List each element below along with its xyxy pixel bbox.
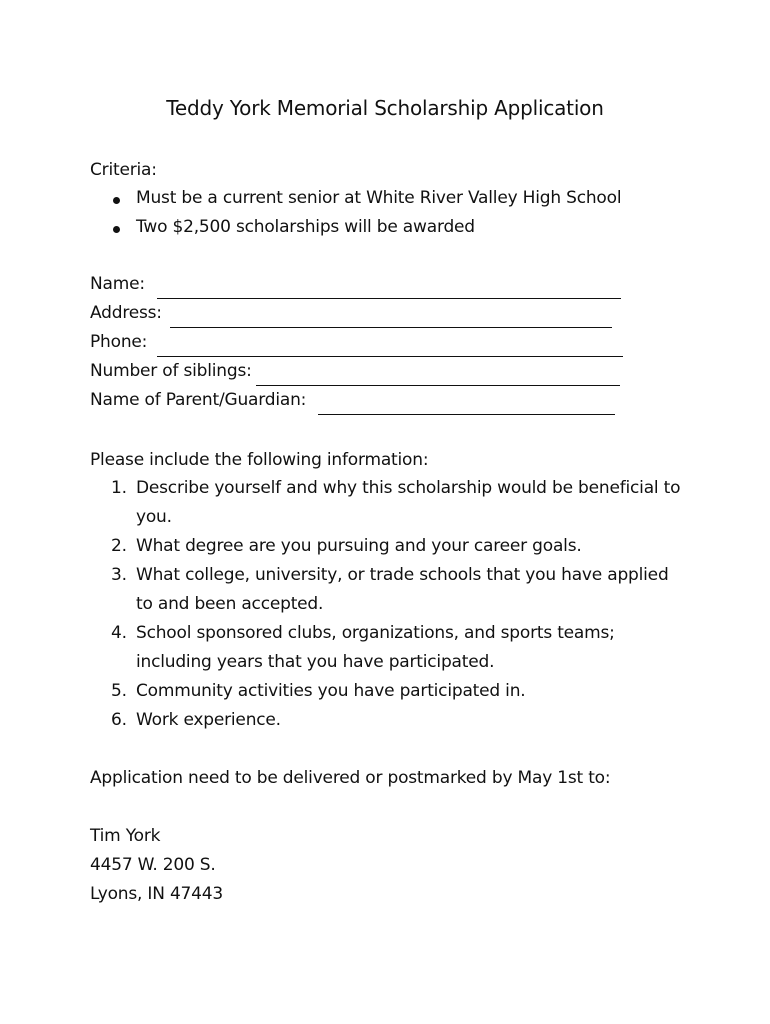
item-text: Describe yourself and why this scholarship would be beneficial to you. bbox=[136, 478, 681, 527]
item-number: 6. bbox=[111, 710, 127, 730]
item-text: Work experience. bbox=[136, 710, 281, 730]
item-text: Community activities you have participated in. bbox=[136, 681, 526, 701]
name-label: Name: bbox=[90, 274, 145, 294]
item-text: School sponsored clubs, organizations, and sports teams; including years that you have participated. bbox=[136, 623, 615, 672]
guardian-line[interactable] bbox=[318, 392, 615, 415]
applicant-fields bbox=[90, 270, 623, 415]
bullet-icon bbox=[113, 197, 120, 204]
bullet-icon bbox=[113, 226, 120, 233]
criteria-item-text: Two $2,500 scholarships will be awarded bbox=[136, 217, 475, 237]
siblings-label: Number of siblings: bbox=[90, 361, 252, 381]
item-text: What college, university, or trade schools that you have applied to and been accepted. bbox=[136, 565, 669, 614]
guardian-label: Name of Parent/Guardian: bbox=[90, 390, 307, 410]
information-item bbox=[90, 532, 690, 561]
information-item bbox=[90, 619, 690, 677]
delivery-instructions: Application need to be delivered or postmarked by May 1st to: bbox=[90, 768, 611, 788]
information-list bbox=[90, 474, 690, 735]
criteria-list bbox=[90, 184, 621, 242]
information-item bbox=[90, 706, 690, 735]
recipient-street: 4457 W. 200 S. bbox=[90, 855, 216, 875]
information-item bbox=[90, 561, 690, 619]
information-item bbox=[90, 677, 690, 706]
information-item bbox=[90, 474, 690, 532]
address-line[interactable] bbox=[170, 305, 612, 328]
item-number: 4. bbox=[111, 623, 127, 643]
phone-label: Phone: bbox=[90, 332, 148, 352]
address-label: Address: bbox=[90, 303, 162, 323]
item-number: 2. bbox=[111, 536, 127, 556]
item-number: 1. bbox=[111, 478, 127, 498]
siblings-field[interactable] bbox=[90, 357, 623, 386]
name-line[interactable] bbox=[157, 276, 621, 299]
criteria-item-text: Must be a current senior at White River Valley High School bbox=[136, 188, 622, 208]
guardian-field[interactable] bbox=[90, 386, 623, 415]
recipient-city: Lyons, IN 47443 bbox=[90, 884, 224, 904]
item-number: 3. bbox=[111, 565, 127, 585]
phone-field[interactable] bbox=[90, 328, 623, 357]
address-field[interactable] bbox=[90, 299, 623, 328]
information-label: Please include the following information: bbox=[90, 450, 429, 470]
criteria-item bbox=[90, 184, 621, 213]
name-field[interactable] bbox=[90, 270, 623, 299]
recipient-name: Tim York bbox=[90, 826, 161, 846]
criteria-label: Criteria: bbox=[90, 160, 157, 180]
item-number: 5. bbox=[111, 681, 127, 701]
phone-line[interactable] bbox=[157, 334, 623, 357]
siblings-line[interactable] bbox=[256, 363, 620, 386]
item-text: What degree are you pursuing and your career goals. bbox=[136, 536, 582, 556]
page-title: Teddy York Memorial Scholarship Application bbox=[166, 96, 604, 120]
criteria-item bbox=[90, 213, 621, 242]
mailing-address bbox=[90, 822, 223, 909]
